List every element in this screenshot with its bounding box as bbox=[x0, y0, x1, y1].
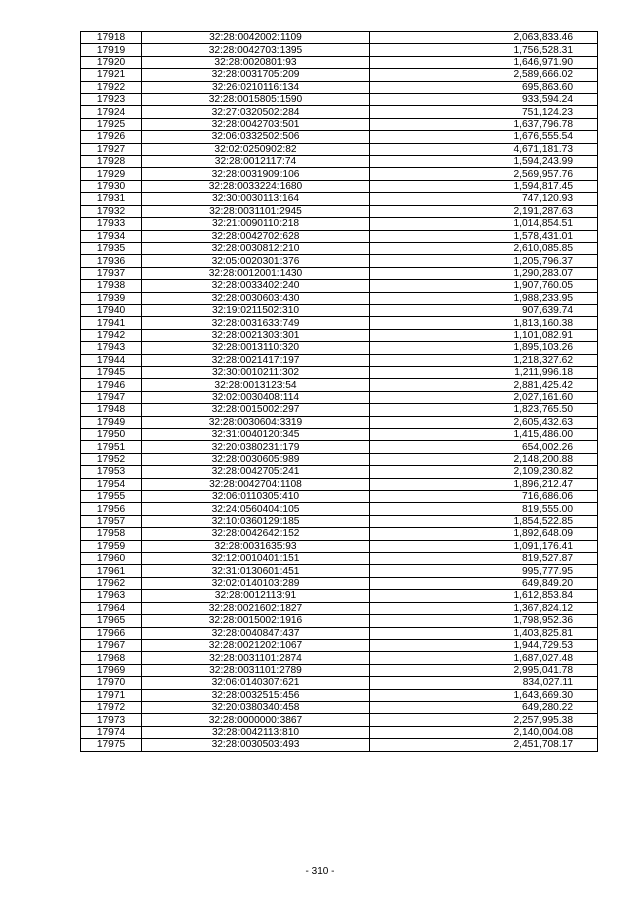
cadastral-number-cell: 32:28:0042642:152 bbox=[142, 528, 370, 540]
value-cell: 1,756,528.31 bbox=[370, 44, 598, 56]
row-number-cell: 17918 bbox=[81, 32, 142, 44]
row-number-cell: 17951 bbox=[81, 441, 142, 453]
cadastral-number-cell: 32:28:0033224:1680 bbox=[142, 180, 370, 192]
row-number-cell: 17923 bbox=[81, 94, 142, 106]
value-cell: 2,589,666.02 bbox=[370, 69, 598, 81]
table-row bbox=[81, 540, 598, 552]
value-cell: 1,637,796.78 bbox=[370, 118, 598, 130]
table-row bbox=[81, 677, 598, 689]
value-cell: 2,605,432.63 bbox=[370, 416, 598, 428]
cadastral-number-cell: 32:28:0031101:2874 bbox=[142, 652, 370, 664]
cadastral-number-cell: 32:19:0211502:310 bbox=[142, 304, 370, 316]
table-row bbox=[81, 354, 598, 366]
row-number-cell: 17922 bbox=[81, 81, 142, 93]
table-row bbox=[81, 565, 598, 577]
cadastral-number-cell: 32:28:0013110:320 bbox=[142, 342, 370, 354]
value-cell: 1,205,796.37 bbox=[370, 255, 598, 267]
table-row bbox=[81, 267, 598, 279]
value-cell: 1,676,555.54 bbox=[370, 131, 598, 143]
row-number-cell: 17973 bbox=[81, 714, 142, 726]
table-row bbox=[81, 242, 598, 254]
table-row bbox=[81, 652, 598, 664]
cadastral-number-cell: 32:28:0030605:989 bbox=[142, 453, 370, 465]
cadastral-number-cell: 32:02:0030408:114 bbox=[142, 391, 370, 403]
cadastral-number-cell: 32:28:0000000:3867 bbox=[142, 714, 370, 726]
row-number-cell: 17936 bbox=[81, 255, 142, 267]
value-cell: 2,109,230.82 bbox=[370, 466, 598, 478]
row-number-cell: 17975 bbox=[81, 739, 142, 751]
row-number-cell: 17958 bbox=[81, 528, 142, 540]
row-number-cell: 17925 bbox=[81, 118, 142, 130]
cadastral-number-cell: 32:28:0030812:210 bbox=[142, 242, 370, 254]
row-number-cell: 17962 bbox=[81, 577, 142, 589]
row-number-cell: 17920 bbox=[81, 56, 142, 68]
value-cell: 2,027,161.60 bbox=[370, 391, 598, 403]
table-row bbox=[81, 404, 598, 416]
row-number-cell: 17928 bbox=[81, 156, 142, 168]
row-number-cell: 17953 bbox=[81, 466, 142, 478]
cadastral-number-cell: 32:28:0042703:1395 bbox=[142, 44, 370, 56]
value-cell: 1,944,729.53 bbox=[370, 639, 598, 651]
value-cell: 1,813,160.38 bbox=[370, 317, 598, 329]
cadastral-number-cell: 32:28:0015002:297 bbox=[142, 404, 370, 416]
row-number-cell: 17943 bbox=[81, 342, 142, 354]
table-row bbox=[81, 304, 598, 316]
table-row bbox=[81, 701, 598, 713]
row-number-cell: 17949 bbox=[81, 416, 142, 428]
cadastral-number-cell: 32:27:0320502:284 bbox=[142, 106, 370, 118]
row-number-cell: 17967 bbox=[81, 639, 142, 651]
row-number-cell: 17954 bbox=[81, 478, 142, 490]
row-number-cell: 17933 bbox=[81, 218, 142, 230]
row-number-cell: 17956 bbox=[81, 503, 142, 515]
cadastral-number-cell: 32:28:0031705:209 bbox=[142, 69, 370, 81]
cadastral-number-cell: 32:31:0130601:451 bbox=[142, 565, 370, 577]
row-number-cell: 17966 bbox=[81, 627, 142, 639]
value-cell: 1,687,027.48 bbox=[370, 652, 598, 664]
value-cell: 1,218,327.62 bbox=[370, 354, 598, 366]
row-number-cell: 17937 bbox=[81, 267, 142, 279]
row-number-cell: 17961 bbox=[81, 565, 142, 577]
value-cell: 2,610,085.85 bbox=[370, 242, 598, 254]
row-number-cell: 17972 bbox=[81, 701, 142, 713]
value-cell: 649,849.20 bbox=[370, 577, 598, 589]
cadastral-number-cell: 32:28:0030503:493 bbox=[142, 739, 370, 751]
cadastral-number-cell: 32:26:0210116:134 bbox=[142, 81, 370, 93]
value-cell: 1,091,176.41 bbox=[370, 540, 598, 552]
cadastral-number-cell: 32:28:0031101:2789 bbox=[142, 664, 370, 676]
table-row bbox=[81, 143, 598, 155]
cadastral-number-cell: 32:28:0042113:810 bbox=[142, 726, 370, 738]
table-row bbox=[81, 131, 598, 143]
row-number-cell: 17929 bbox=[81, 168, 142, 180]
table-row bbox=[81, 528, 598, 540]
table-row bbox=[81, 714, 598, 726]
value-cell: 995,777.95 bbox=[370, 565, 598, 577]
cadastral-number-cell: 32:20:0380231:179 bbox=[142, 441, 370, 453]
page-number: - 310 - bbox=[305, 866, 335, 877]
cadastral-number-cell: 32:28:0030603:430 bbox=[142, 292, 370, 304]
value-cell: 654,002.26 bbox=[370, 441, 598, 453]
value-cell: 1,643,669.30 bbox=[370, 689, 598, 701]
table-row bbox=[81, 391, 598, 403]
table-row bbox=[81, 615, 598, 627]
table-row bbox=[81, 366, 598, 378]
table-row bbox=[81, 478, 598, 490]
cadastral-number-cell: 32:28:0032515:456 bbox=[142, 689, 370, 701]
cadastral-number-cell: 32:28:0031909:106 bbox=[142, 168, 370, 180]
table-row bbox=[81, 342, 598, 354]
value-cell: 1,895,103.26 bbox=[370, 342, 598, 354]
row-number-cell: 17930 bbox=[81, 180, 142, 192]
row-number-cell: 17944 bbox=[81, 354, 142, 366]
value-cell: 1,403,825.81 bbox=[370, 627, 598, 639]
table-row bbox=[81, 627, 598, 639]
cadastral-number-cell: 32:10:0360129:185 bbox=[142, 515, 370, 527]
cadastral-number-cell: 32:28:0012113:91 bbox=[142, 590, 370, 602]
value-cell: 1,892,648.09 bbox=[370, 528, 598, 540]
cadastral-number-cell: 32:28:0040847:437 bbox=[142, 627, 370, 639]
row-number-cell: 17941 bbox=[81, 317, 142, 329]
cadastral-number-cell: 32:28:0015002:1916 bbox=[142, 615, 370, 627]
row-number-cell: 17946 bbox=[81, 379, 142, 391]
cadastral-number-cell: 32:28:0021202:1067 bbox=[142, 639, 370, 651]
cadastral-table bbox=[80, 31, 598, 752]
table-row bbox=[81, 218, 598, 230]
row-number-cell: 17926 bbox=[81, 131, 142, 143]
cadastral-number-cell: 32:06:0140307:621 bbox=[142, 677, 370, 689]
cadastral-number-cell: 32:28:0030604:3319 bbox=[142, 416, 370, 428]
cadastral-number-cell: 32:24:0560404:105 bbox=[142, 503, 370, 515]
cadastral-number-cell: 32:28:0020801:93 bbox=[142, 56, 370, 68]
row-number-cell: 17970 bbox=[81, 677, 142, 689]
table-row bbox=[81, 453, 598, 465]
table-body bbox=[81, 32, 598, 752]
cadastral-number-cell: 32:06:0110305:410 bbox=[142, 491, 370, 503]
row-number-cell: 17942 bbox=[81, 329, 142, 341]
row-number-cell: 17931 bbox=[81, 193, 142, 205]
row-number-cell: 17938 bbox=[81, 280, 142, 292]
value-cell: 1,612,853.84 bbox=[370, 590, 598, 602]
table-row bbox=[81, 491, 598, 503]
cadastral-number-cell: 32:20:0380340:458 bbox=[142, 701, 370, 713]
row-number-cell: 17950 bbox=[81, 429, 142, 441]
cadastral-number-cell: 32:28:0031635:93 bbox=[142, 540, 370, 552]
cadastral-number-cell: 32:28:0021602:1827 bbox=[142, 602, 370, 614]
data-table-container bbox=[80, 31, 597, 752]
table-row bbox=[81, 180, 598, 192]
cadastral-number-cell: 32:21:0090110:218 bbox=[142, 218, 370, 230]
row-number-cell: 17974 bbox=[81, 726, 142, 738]
row-number-cell: 17939 bbox=[81, 292, 142, 304]
table-row bbox=[81, 280, 598, 292]
value-cell: 1,101,082.91 bbox=[370, 329, 598, 341]
table-row bbox=[81, 739, 598, 751]
row-number-cell: 17919 bbox=[81, 44, 142, 56]
cadastral-number-cell: 32:28:0042703:501 bbox=[142, 118, 370, 130]
row-number-cell: 17965 bbox=[81, 615, 142, 627]
row-number-cell: 17934 bbox=[81, 230, 142, 242]
table-row bbox=[81, 292, 598, 304]
cadastral-number-cell: 32:28:0012001:1430 bbox=[142, 267, 370, 279]
value-cell: 933,594.24 bbox=[370, 94, 598, 106]
row-number-cell: 17924 bbox=[81, 106, 142, 118]
cadastral-number-cell: 32:28:0031633:749 bbox=[142, 317, 370, 329]
row-number-cell: 17952 bbox=[81, 453, 142, 465]
value-cell: 819,555.00 bbox=[370, 503, 598, 515]
table-row bbox=[81, 553, 598, 565]
value-cell: 1,578,431.01 bbox=[370, 230, 598, 242]
row-number-cell: 17945 bbox=[81, 366, 142, 378]
value-cell: 695,863.60 bbox=[370, 81, 598, 93]
value-cell: 751,124.23 bbox=[370, 106, 598, 118]
row-number-cell: 17960 bbox=[81, 553, 142, 565]
cadastral-number-cell: 32:28:0033402:240 bbox=[142, 280, 370, 292]
table-row bbox=[81, 664, 598, 676]
value-cell: 716,686.06 bbox=[370, 491, 598, 503]
table-row bbox=[81, 255, 598, 267]
value-cell: 747,120.93 bbox=[370, 193, 598, 205]
table-row bbox=[81, 317, 598, 329]
value-cell: 1,367,824.12 bbox=[370, 602, 598, 614]
value-cell: 2,569,957.76 bbox=[370, 168, 598, 180]
cadastral-number-cell: 32:28:0013123:54 bbox=[142, 379, 370, 391]
table-row bbox=[81, 32, 598, 44]
cadastral-number-cell: 32:28:0031101:2945 bbox=[142, 205, 370, 217]
table-row bbox=[81, 230, 598, 242]
cadastral-number-cell: 32:28:0021417:197 bbox=[142, 354, 370, 366]
cadastral-number-cell: 32:28:0042705:241 bbox=[142, 466, 370, 478]
row-number-cell: 17959 bbox=[81, 540, 142, 552]
value-cell: 1,896,212.47 bbox=[370, 478, 598, 490]
row-number-cell: 17968 bbox=[81, 652, 142, 664]
row-number-cell: 17957 bbox=[81, 515, 142, 527]
table-row bbox=[81, 69, 598, 81]
cadastral-number-cell: 32:02:0140103:289 bbox=[142, 577, 370, 589]
cadastral-number-cell: 32:28:0021303:301 bbox=[142, 329, 370, 341]
table-row bbox=[81, 205, 598, 217]
table-row bbox=[81, 156, 598, 168]
table-row bbox=[81, 602, 598, 614]
table-row bbox=[81, 441, 598, 453]
value-cell: 2,063,833.46 bbox=[370, 32, 598, 44]
table-row bbox=[81, 689, 598, 701]
cadastral-number-cell: 32:06:0332502:506 bbox=[142, 131, 370, 143]
value-cell: 649,280.22 bbox=[370, 701, 598, 713]
table-row bbox=[81, 193, 598, 205]
cadastral-number-cell: 32:30:0030113:164 bbox=[142, 193, 370, 205]
value-cell: 819,527.87 bbox=[370, 553, 598, 565]
table-row bbox=[81, 503, 598, 515]
value-cell: 1,594,817.45 bbox=[370, 180, 598, 192]
row-number-cell: 17969 bbox=[81, 664, 142, 676]
value-cell: 1,290,283.07 bbox=[370, 267, 598, 279]
table-row bbox=[81, 94, 598, 106]
value-cell: 907,639.74 bbox=[370, 304, 598, 316]
value-cell: 834,027.11 bbox=[370, 677, 598, 689]
cadastral-number-cell: 32:31:0040120:345 bbox=[142, 429, 370, 441]
value-cell: 2,140,004.08 bbox=[370, 726, 598, 738]
value-cell: 1,646,971.90 bbox=[370, 56, 598, 68]
table-row bbox=[81, 429, 598, 441]
cadastral-number-cell: 32:28:0015805:1590 bbox=[142, 94, 370, 106]
table-row bbox=[81, 466, 598, 478]
cadastral-number-cell: 32:05:0020301:376 bbox=[142, 255, 370, 267]
value-cell: 2,451,708.17 bbox=[370, 739, 598, 751]
row-number-cell: 17927 bbox=[81, 143, 142, 155]
value-cell: 1,907,760.05 bbox=[370, 280, 598, 292]
value-cell: 1,854,522.85 bbox=[370, 515, 598, 527]
table-row bbox=[81, 726, 598, 738]
cadastral-number-cell: 32:12:0010401:151 bbox=[142, 553, 370, 565]
cadastral-number-cell: 32:28:0042704:1108 bbox=[142, 478, 370, 490]
table-row bbox=[81, 590, 598, 602]
table-row bbox=[81, 639, 598, 651]
value-cell: 2,257,995.38 bbox=[370, 714, 598, 726]
value-cell: 1,798,952.36 bbox=[370, 615, 598, 627]
table-row bbox=[81, 106, 598, 118]
row-number-cell: 17940 bbox=[81, 304, 142, 316]
value-cell: 1,594,243.99 bbox=[370, 156, 598, 168]
row-number-cell: 17947 bbox=[81, 391, 142, 403]
table-row bbox=[81, 44, 598, 56]
cadastral-number-cell: 32:30:0010211:302 bbox=[142, 366, 370, 378]
row-number-cell: 17963 bbox=[81, 590, 142, 602]
row-number-cell: 17955 bbox=[81, 491, 142, 503]
row-number-cell: 17964 bbox=[81, 602, 142, 614]
table-row bbox=[81, 416, 598, 428]
table-row bbox=[81, 329, 598, 341]
cadastral-number-cell: 32:02:0250902:82 bbox=[142, 143, 370, 155]
value-cell: 2,191,287.63 bbox=[370, 205, 598, 217]
row-number-cell: 17971 bbox=[81, 689, 142, 701]
table-row bbox=[81, 379, 598, 391]
row-number-cell: 17935 bbox=[81, 242, 142, 254]
value-cell: 2,148,200.88 bbox=[370, 453, 598, 465]
value-cell: 1,988,233.95 bbox=[370, 292, 598, 304]
value-cell: 1,211,996.18 bbox=[370, 366, 598, 378]
cadastral-number-cell: 32:28:0042002:1109 bbox=[142, 32, 370, 44]
table-row bbox=[81, 81, 598, 93]
cadastral-number-cell: 32:28:0042702:628 bbox=[142, 230, 370, 242]
table-row bbox=[81, 56, 598, 68]
value-cell: 2,881,425.42 bbox=[370, 379, 598, 391]
row-number-cell: 17948 bbox=[81, 404, 142, 416]
table-row bbox=[81, 515, 598, 527]
table-row bbox=[81, 168, 598, 180]
value-cell: 1,014,854.51 bbox=[370, 218, 598, 230]
table-row bbox=[81, 118, 598, 130]
table-row bbox=[81, 577, 598, 589]
value-cell: 1,823,765.50 bbox=[370, 404, 598, 416]
cadastral-number-cell: 32:28:0012117:74 bbox=[142, 156, 370, 168]
row-number-cell: 17921 bbox=[81, 69, 142, 81]
row-number-cell: 17932 bbox=[81, 205, 142, 217]
value-cell: 1,415,486.00 bbox=[370, 429, 598, 441]
value-cell: 4,671,181.73 bbox=[370, 143, 598, 155]
value-cell: 2,995,041.78 bbox=[370, 664, 598, 676]
